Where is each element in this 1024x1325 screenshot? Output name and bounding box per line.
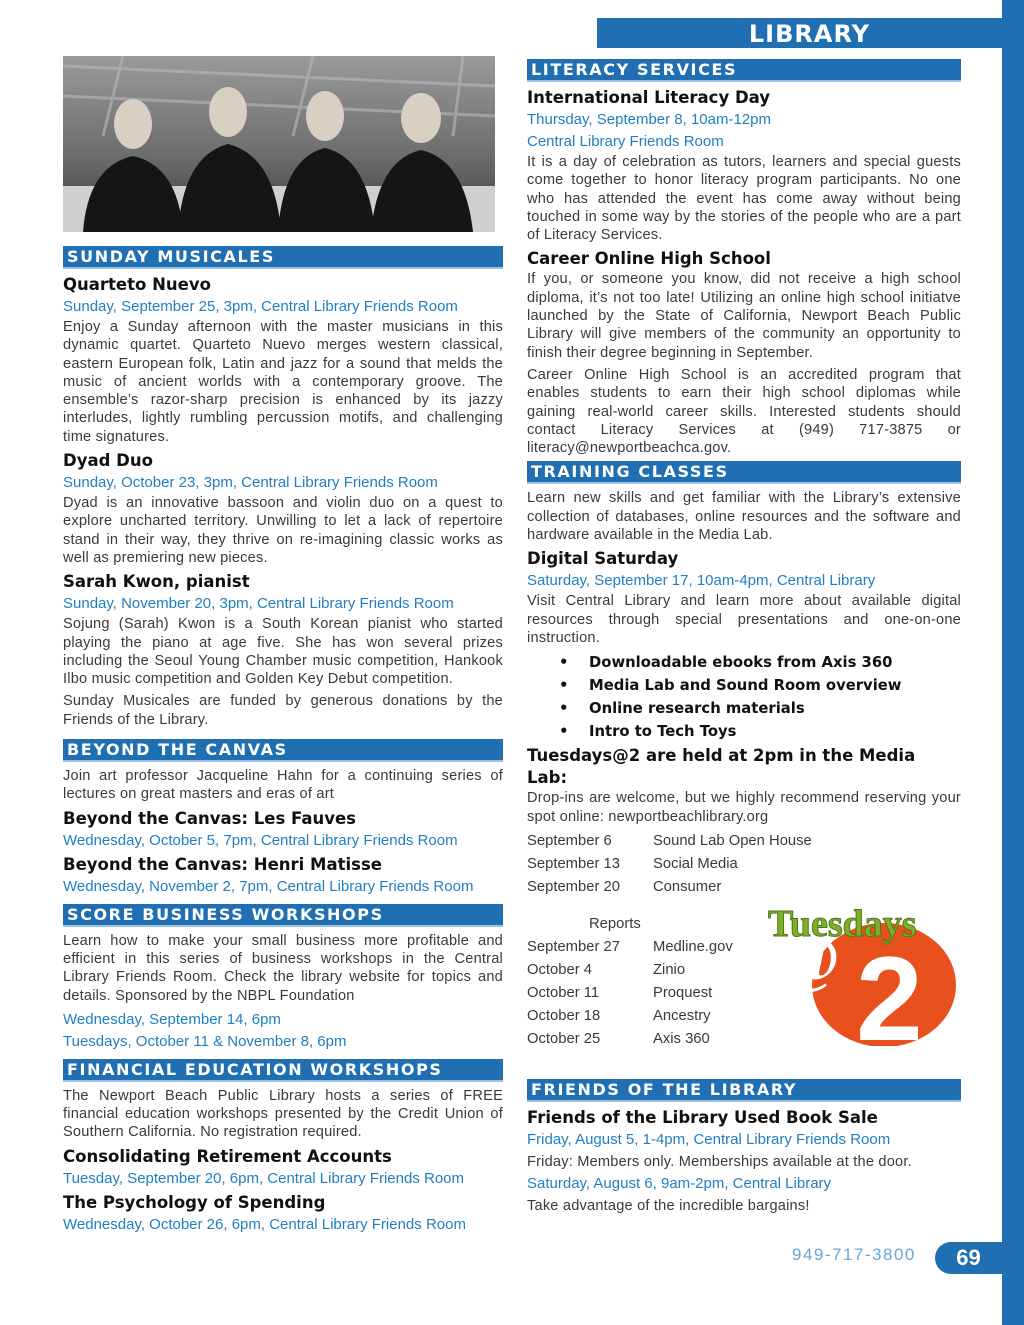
event-title: Career Online High School <box>527 249 771 269</box>
event-description: It is a day of celebration as tutors, learners and special guests come together to honor literacy program participants. No one who has attended the event has come away without being touched in some way by the stories of the people who are a part of Literacy Services. <box>527 154 961 244</box>
schedule-row: October 11 Proquest <box>527 984 713 1001</box>
canvas-intro: Join art professor Jacqueline Hahn for a continuing series of lectures on great masters and eras of art <box>63 768 503 803</box>
event-date: Saturday, September 17, 10am-4pm, Central Library <box>527 572 876 590</box>
event-date: Friday, August 5, 1-4pm, Central Library Friends Room <box>527 1130 891 1148</box>
schedule-row: September 6 Sound Lab Open House <box>527 832 812 849</box>
event-date: Tuesdays, October 11 & November 8, 6pm <box>63 1032 347 1050</box>
left-column <box>63 246 503 1236</box>
sunday-musicales-heading: SUNDAY MUSICALES <box>63 246 503 269</box>
schedule-row: October 18 Ancestry <box>527 1007 711 1024</box>
section-tab-library: LIBRARY <box>597 18 1002 48</box>
event-title: The Psychology of Spending <box>63 1192 326 1212</box>
event-description: Dyad is an innovative bassoon and violin duo on a quest to explore uncharted territory. Unwilling to let a lack of repertoire stand in their way, they thrive on re-imagining classic works as well as premiering new pieces. <box>63 495 503 566</box>
list-item: • Media Lab and Sound Room overview <box>527 674 961 697</box>
list-item: • Intro to Tech Toys <box>527 720 961 743</box>
training-intro: Learn new skills and get familiar with the Library’s extensive collection of databases, online resources and the software and hardware available in the Media Lab. <box>527 490 961 544</box>
event-date: Wednesday, November 2, 7pm, Central Library Friends Room <box>63 877 474 895</box>
event-title: Digital Saturday <box>527 549 679 569</box>
tuesdays-at-2-logo <box>764 900 960 1046</box>
logo-at-sign: @ <box>782 926 840 994</box>
quartet-photo-image <box>63 56 495 232</box>
schedule-row: October 25 Axis 360 <box>527 1030 710 1047</box>
event-title: Sarah Kwon, pianist <box>63 572 250 592</box>
event-date: Wednesday, October 5, 7pm, Central Library Friends Room <box>63 831 458 849</box>
right-column <box>527 59 961 1221</box>
schedule-row: September 20 Consumer <box>527 878 722 895</box>
quartet-photo <box>63 56 495 232</box>
funding-note: Sunday Musicales are funded by generous donations by the Friends of the Library. <box>63 693 503 728</box>
event-description: Visit Central Library and learn more about available digital resources through special presentations and one-on-one instruction. <box>527 593 961 646</box>
event-date: Sunday, September 25, 3pm, Central Library Friends Room <box>63 298 458 315</box>
schedule-wrap-text: Reports <box>589 915 641 932</box>
tuesdays-title: Tuesdays@2 are held at 2pm in the Media Lab: <box>527 746 916 788</box>
score-description: Learn how to make your small business more profitable and efficient in this series of business workshops in the Central Library Friends Room. Check the library website for topics and details. Sponsored by the NBPL Foundation <box>63 932 503 1004</box>
bullet-glyph: • <box>559 677 569 695</box>
event-title: Friends of the Library Used Book Sale <box>527 1107 878 1127</box>
score-workshops-heading: SCORE BUSINESS WORKSHOPS <box>63 904 503 927</box>
event-title: Beyond the Canvas: Les Fauves <box>63 808 356 828</box>
financial-workshops-heading: FINANCIAL EDUCATION WORKSHOPS <box>63 1059 503 1082</box>
event-date: Wednesday, September 14, 6pm <box>63 1010 281 1028</box>
page-edge-bar <box>1002 0 1024 1325</box>
list-item: • Online research materials <box>527 697 961 720</box>
schedule-row: September 13 Social Media <box>527 855 738 872</box>
event-title: Consolidating Retirement Accounts <box>63 1146 392 1166</box>
event-date: Sunday, October 23, 3pm, Central Library Friends Room <box>63 474 438 492</box>
event-description: Career Online High School is an accredited program that enables students to earn their high school diplomas while gaining real-world career skills. Interested students should contact Literacy Services at (949) 717-3875 or literacy@newportbeachca.gov. <box>527 366 961 457</box>
digital-saturday-topics <box>527 651 961 743</box>
event-date: Thursday, September 8, 10am-12pm <box>527 111 772 128</box>
schedule-row: September 27 Medline.gov <box>527 938 733 955</box>
event-date: Tuesday, September 20, 6pm, Central Library Friends Room <box>63 1169 465 1187</box>
event-location: Central Library Friends Room <box>527 133 724 150</box>
financial-description: The Newport Beach Public Library hosts a series of FREE financial education workshops presented by the Credit Union of Southern California. No registration required. <box>63 1087 503 1141</box>
logo-word: Tuesdays <box>768 903 917 945</box>
event-description: Enjoy a Sunday afternoon with the master musicians in this dynamic quartet. Quarteto Nuevo merges western classical, eastern European folk, Latin and jazz for a sound that melds the music of ancient worlds with a contemporary groove. The ensemble’s razor-sharp precision is enhanced by its jazzy interludes, lightly rumbling percussion motifs, and challenging time signatures. <box>63 319 503 445</box>
training-classes-heading: TRAINING CLASSES <box>527 461 961 484</box>
list-item: • Downloadable ebooks from Axis 360 <box>527 651 961 674</box>
page-number: 69 <box>935 1242 1002 1274</box>
footer-phone: 949-717-3800 <box>792 1245 916 1264</box>
event-title: Beyond the Canvas: Henri Matisse <box>63 854 382 874</box>
event-title: Quarteto Nuevo <box>63 275 211 294</box>
bullet-glyph: • <box>559 654 569 672</box>
beyond-canvas-heading: BEYOND THE CANVAS <box>63 739 503 762</box>
bullet-glyph: • <box>559 723 569 741</box>
event-description: Friday: Members only. Memberships available at the door. <box>527 1153 912 1170</box>
schedule-row: October 4 Zinio <box>527 961 686 978</box>
tuesdays-description: Drop-ins are welcome, but we highly recommend reserving your spot online: newportbeachlibrary.org <box>527 790 961 825</box>
bullet-glyph: • <box>559 700 569 718</box>
event-date: Wednesday, October 26, 6pm, Central Library Friends Room <box>63 1215 466 1233</box>
event-description: Take advantage of the incredible bargains! <box>527 1197 810 1214</box>
logo-number: 2 <box>856 932 923 1046</box>
friends-heading: FRIENDS OF THE LIBRARY <box>527 1079 961 1102</box>
event-title: Dyad Duo <box>63 451 153 471</box>
event-title: International Literacy Day <box>527 88 771 107</box>
event-date: Saturday, August 6, 9am-2pm, Central Library <box>527 1174 832 1192</box>
event-description: Sojung (Sarah) Kwon is a South Korean pianist who started playing the piano at age five. She has won several prizes including the Seoul Young Chamber music competition, Hankook Ilbo music competition and Golden Key Debut competition. <box>63 616 503 688</box>
literacy-services-heading: LITERACY SERVICES <box>527 59 961 82</box>
event-description: If you, or someone you know, did not receive a high school diploma, it’s not too late! Utilizing an online high school initiatve launched by the State of California, Newport Beach Public Library will give members of the community an opportunity to finish their degree beginning in September. <box>527 271 961 361</box>
event-date: Sunday, November 20, 3pm, Central Library Friends Room <box>63 595 454 613</box>
